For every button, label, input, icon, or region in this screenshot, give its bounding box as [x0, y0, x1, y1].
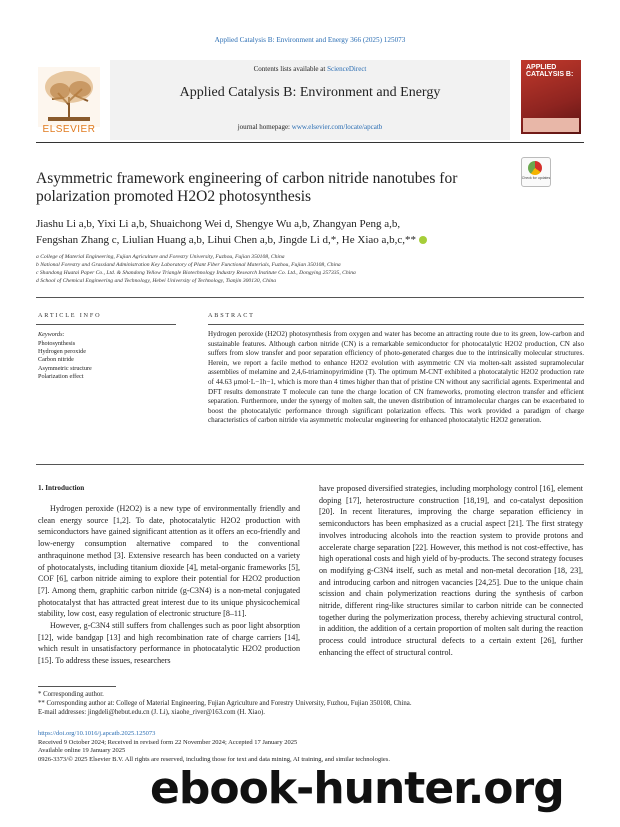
journal-name: Applied Catalysis B: Environment and Energy: [179, 85, 441, 100]
paragraph: have proposed diversified strategies, including morphology control [16], element doping [17], heterostructure construction [18,19], and co-catalyst deposition [20]. In recent literatures, improving the charge separation efficiency in semiconductors has been emphasized as a crucial aspect [21]. The first strategy involves introducing alcohols into the reaction system to provide protons and accelerate charge separation [22]. However, this method is not cost-effective, has high operational costs and high yield of by-products. The second strategy focuses on modifying g-C3N4 itself, such as metal and non-metal decoration [18, 23], and introducing carbon and nitrogen vacancies [24,25]. Due to the unique chain scission and chain polymerization reactions during the synthesis of carbon nitride, different ring-like structures similar to carbon nitride can be connected together during the polymerization process, thereby achieving structural control, in addition, the addition of a certain proportion of molten salt during the reaction process could introduce structural defects to a certain extent [26], further enhancing the effect of structural control.: [319, 484, 583, 657]
publisher-name: ELSEVIER: [42, 124, 96, 135]
keyword: Asymmetric structure: [38, 364, 92, 372]
keyword: Polarization effect: [38, 372, 84, 380]
elsevier-tree-logo: [38, 60, 100, 134]
keyword: Hydrogen peroxide: [38, 348, 86, 356]
introduction-left-column: [38, 503, 300, 667]
affiliation-c: c Shandong Huatai Paper Co., Ltd. & Shandong Yellow Triangle Biotechnology Industry Research Institute Co. Ltd., Dongying 257335, China: [36, 270, 356, 276]
journal-homepage: journal homepage: www.elsevier.com/locate/apcatb: [237, 123, 383, 131]
affiliation-b: b National Forestry and Grassland Administration Key Laboratory of Plant Fiber Functional Materials, Fuzhou, Fujian 350108, China: [36, 262, 341, 268]
abstract-heading: ABSTRACT: [208, 312, 255, 319]
divider: [208, 324, 584, 325]
homepage-link[interactable]: www.elsevier.com/locate/apcatb: [291, 123, 383, 131]
abstract-text: Hydrogen peroxide (H2O2) photosynthesis from oxygen and water has become an attracting route due to its green, low-carbon and sustainable features. Although carbon nitride (CN) is a remarkable semiconductor for photocatalytic H2O2 production, CN also suffers from slow transfer and poor separation efficiency of photo-generated charges due to the intrinsically molecular structures. Herein, we report a facile method to enhance H2O2 evolution with asymmetric CN via molten-salt assisted supramolecular assemblies of melamine and 2,4,6-triaminopyrimidine (T). The optimum M-CNT exhibited a photocatalytic H2O2 production rate of 44.63 μmol·L−1h−1, which is more than 4 times higher than that of pristine CN without any sacrificial agents. Experimental and DFT results demonstrate T molecule can tune the charge location of CN frameworks, promoting electron transfer and efficient separation. Furthermore, under the synergy of molten salt, the uneven distribution of intramolecular charges can be exacerbated to boost the photocatalytic performance through significant polarization effects. This work provided a paradigm of charge characteristics of carbon nitride via asymmetric molecular engineering for enhanced photocatalytic H2O2 generation.: [208, 330, 584, 425]
sciencedirect-link[interactable]: ScienceDirect: [327, 65, 367, 73]
check-updates-icon: [528, 161, 542, 175]
article-footer: [38, 730, 583, 764]
divider: [36, 464, 584, 465]
article-info-heading: ARTICLE INFO: [38, 312, 102, 319]
footnote: ** Corresponding author at: College of Material Engineering, Fujian Agriculture and Forestry University, Fuzhou, Fujian 350108, China.: [38, 700, 412, 707]
keywords-list: [38, 340, 178, 381]
footnote: * Corresponding author.: [38, 691, 104, 698]
affiliation-d: d School of Chemical Engineering and Technology, Hebei University of Technology, Tianjin 300130, China: [36, 278, 277, 284]
author-line-1[interactable]: Jiashu Li a,b, Yixi Li a,b, Shuaichong Wei d, Shengye Wu a,b, Zhangyan Peng a,b,: [36, 218, 401, 230]
watermark: ebook-hunter.org: [150, 763, 564, 814]
keywords-title: Keywords:: [38, 331, 65, 338]
journal-cover-title: APPLIED CATALYSIS B:: [526, 64, 574, 78]
check-updates-label: Check for updates: [521, 176, 551, 180]
footnote-divider: [38, 686, 116, 687]
introduction-right-column: [319, 483, 583, 659]
received-dates: Received 9 October 2024; Received in revised form 22 November 2024; Accepted 17 January 2025: [38, 738, 298, 746]
article-title: Asymmetric framework engineering of carbon nitride nanotubes for polarization promoted H2O2 photosynthesis: [36, 170, 458, 205]
author-line-2[interactable]: Fengshan Zhang c, Liulian Huang a,b, Lihui Chen a,b, Jingde Li d,*, He Xiao a,b,c,**: [36, 232, 506, 248]
paragraph: However, g-C3N4 still suffers from challenges such as poor light absorption [12], wide bandgap [13] and high recombination rate of charge carriers [14], which result in unsatisfactory performance in photocatalytic H2O2 production [15]. To address these issues, researchers: [38, 621, 300, 666]
contents-line: Contents lists available at ScienceDirect: [253, 65, 367, 73]
journal-cover-band: [523, 118, 579, 132]
keyword: Photosynthesis: [38, 340, 76, 347]
affiliation-a: a College of Material Engineering, Fujian Agriculture and Forestry University, Fuzhou, Fujian 350108, China: [36, 254, 285, 260]
footnotes: [38, 690, 583, 717]
paragraph: Hydrogen peroxide (H2O2) is a new type of environmentally friendly and clean energy source [1,2]. To date, photocatalytic H2O2 production with semiconductors have gained significant attention as it offers an eco-friendly and low-energy consumption alternative compared to the conventional anthraquinone method [3]. Extensive research has been conducted on a variety of photocatalysts, including titanium dioxide [4], metal-organic frameworks [5], COF [6], carbon nitride aiming to explore their potential for H2O2 production [7]. Among them, graphitic carbon nitride (g-C3N4) is a non-metal conjugated photocatalyst that has attracted great interest due to its unique physicochemical stability, low cost, easy regulation of electronic structure [8–11].: [38, 504, 300, 619]
author-list: [36, 216, 506, 248]
journal-reference[interactable]: Applied Catalysis B: Environment and Energy 366 (2025) 125073: [214, 36, 406, 44]
divider: [36, 324, 176, 325]
orcid-icon[interactable]: [419, 236, 427, 244]
available-date: Available online 19 January 2025: [38, 747, 126, 755]
doi-link[interactable]: https://doi.org/10.1016/j.apcatb.2025.125073: [38, 730, 156, 737]
introduction-heading: 1. Introduction: [38, 484, 85, 492]
divider: [36, 297, 584, 298]
footnote-emails[interactable]: E-mail addresses: jingdeli@hebut.edu.cn (J. Li), xiaohe_river@163.com (H. Xiao).: [38, 709, 265, 716]
keyword: Carbon nitride: [38, 356, 74, 364]
copyright: 0926-3373/© 2025 Elsevier B.V. All rights are reserved, including those for text and data mining, AI training, and similar technologies.: [38, 755, 390, 763]
